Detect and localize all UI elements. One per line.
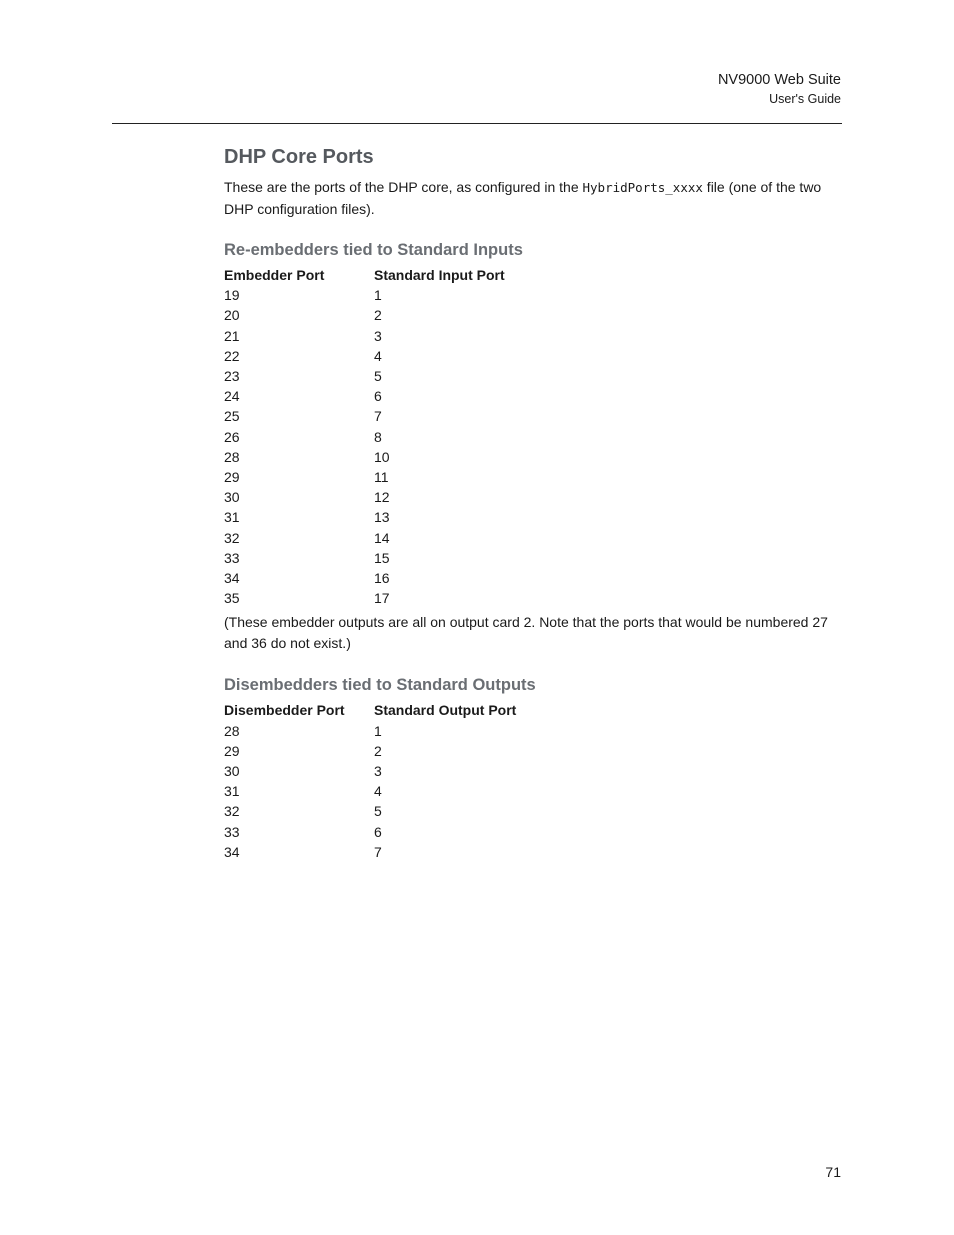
table-row	[224, 781, 574, 801]
table-row	[224, 285, 574, 305]
port-number-cell: 33	[224, 549, 240, 566]
table-row	[224, 842, 574, 862]
table-row	[224, 568, 574, 588]
table-row	[224, 822, 574, 842]
table-row	[224, 588, 574, 608]
table-row	[224, 386, 574, 406]
table-row	[224, 801, 574, 821]
table-row	[224, 467, 574, 487]
table-row	[224, 487, 574, 507]
mapped-port-cell: 17	[374, 590, 390, 607]
table-row	[224, 447, 574, 467]
running-header	[718, 70, 841, 108]
page-number: 71	[825, 1164, 841, 1180]
reembedders-note: (These embedder outputs are all on output card 2. Note that the ports that would be numbered 27 and 36 do not exist.)	[224, 614, 828, 651]
intro-text-after: file (one of the two DHP configuration files).	[224, 179, 822, 217]
port-number-cell: 34	[224, 570, 240, 587]
mapped-port-cell: 2	[374, 307, 382, 324]
config-file-name: HybridPorts_xxxx	[582, 180, 703, 195]
port-number-cell: 32	[224, 529, 240, 546]
port-number-cell: 35	[224, 590, 240, 607]
table-row	[224, 406, 574, 426]
mapped-port-cell: 6	[374, 388, 382, 405]
port-number-cell: 31	[224, 509, 240, 526]
port-number-cell: 26	[224, 428, 240, 445]
table-row	[224, 548, 574, 568]
mapped-port-cell: 3	[374, 763, 382, 780]
port-number-cell: 33	[224, 823, 240, 840]
mapped-port-cell: 10	[374, 448, 390, 465]
table-header-row	[224, 700, 574, 720]
reembedders-table	[224, 265, 574, 608]
table-row	[224, 326, 574, 346]
mapped-port-cell: 15	[374, 549, 390, 566]
reembedders-table-body	[224, 285, 574, 608]
port-number-cell: 30	[224, 763, 240, 780]
mapped-port-cell: 13	[374, 509, 390, 526]
column-header-embedder-port: Embedder Port	[224, 267, 325, 283]
column-header-disembedder-port: Disembedder Port	[224, 702, 345, 719]
port-number-cell: 34	[224, 843, 240, 860]
reembedders-heading: Re-embedders tied to Standard Inputs	[224, 241, 523, 259]
port-number-cell: 25	[224, 408, 240, 425]
table-row	[224, 528, 574, 548]
table-row	[224, 346, 574, 366]
port-number-cell: 29	[224, 742, 240, 759]
mapped-port-cell: 6	[374, 823, 382, 840]
mapped-port-cell: 4	[374, 783, 382, 800]
header-title: NV9000 Web Suite	[717, 72, 841, 88]
mapped-port-cell: 1	[374, 287, 382, 304]
disembedders-table-body	[224, 721, 574, 862]
port-number-cell: 22	[224, 347, 240, 364]
intro-text-before: These are the ports of the DHP core, as configured in the	[224, 179, 583, 195]
intro-paragraph	[224, 177, 844, 219]
table-row	[224, 761, 574, 781]
mapped-port-cell: 1	[374, 722, 382, 739]
page-title: DHP Core Ports	[224, 146, 374, 168]
mapped-port-cell: 12	[374, 489, 390, 506]
mapped-port-cell: 5	[374, 368, 382, 385]
port-number-cell: 23	[224, 368, 240, 385]
table-row	[224, 721, 574, 741]
mapped-port-cell: 4	[374, 347, 382, 364]
table-row	[224, 741, 574, 761]
page-content	[224, 143, 844, 862]
header-divider	[112, 123, 842, 124]
mapped-port-cell: 11	[374, 469, 389, 486]
port-number-cell: 20	[224, 307, 240, 324]
mapped-port-cell: 3	[374, 327, 382, 344]
column-header-standard-output-port: Standard Output Port	[374, 702, 517, 719]
mapped-port-cell: 2	[374, 742, 382, 759]
table-row	[224, 427, 574, 447]
mapped-port-cell: 14	[374, 529, 390, 546]
mapped-port-cell: 16	[374, 570, 390, 587]
port-number-cell: 19	[224, 287, 240, 304]
table-row	[224, 366, 574, 386]
port-number-cell: 31	[224, 783, 240, 800]
port-number-cell: 24	[224, 388, 240, 405]
port-number-cell: 30	[224, 489, 240, 506]
mapped-port-cell: 8	[374, 428, 382, 445]
table-row	[224, 507, 574, 527]
mapped-port-cell: 7	[374, 843, 382, 860]
mapped-port-cell: 7	[374, 408, 382, 425]
port-number-cell: 28	[224, 448, 240, 465]
table-header-row	[224, 265, 574, 285]
header-subtitle: User's Guide	[769, 92, 841, 106]
table-row	[224, 305, 574, 325]
port-number-cell: 29	[224, 469, 240, 486]
column-header-standard-input-port: Standard Input Port	[374, 267, 505, 283]
port-number-cell: 28	[224, 722, 240, 739]
port-number-cell: 21	[224, 327, 240, 344]
disembedders-table	[224, 700, 574, 862]
mapped-port-cell: 5	[374, 803, 382, 820]
port-number-cell: 32	[224, 803, 240, 820]
disembedders-heading: Disembedders tied to Standard Outputs	[224, 676, 536, 695]
